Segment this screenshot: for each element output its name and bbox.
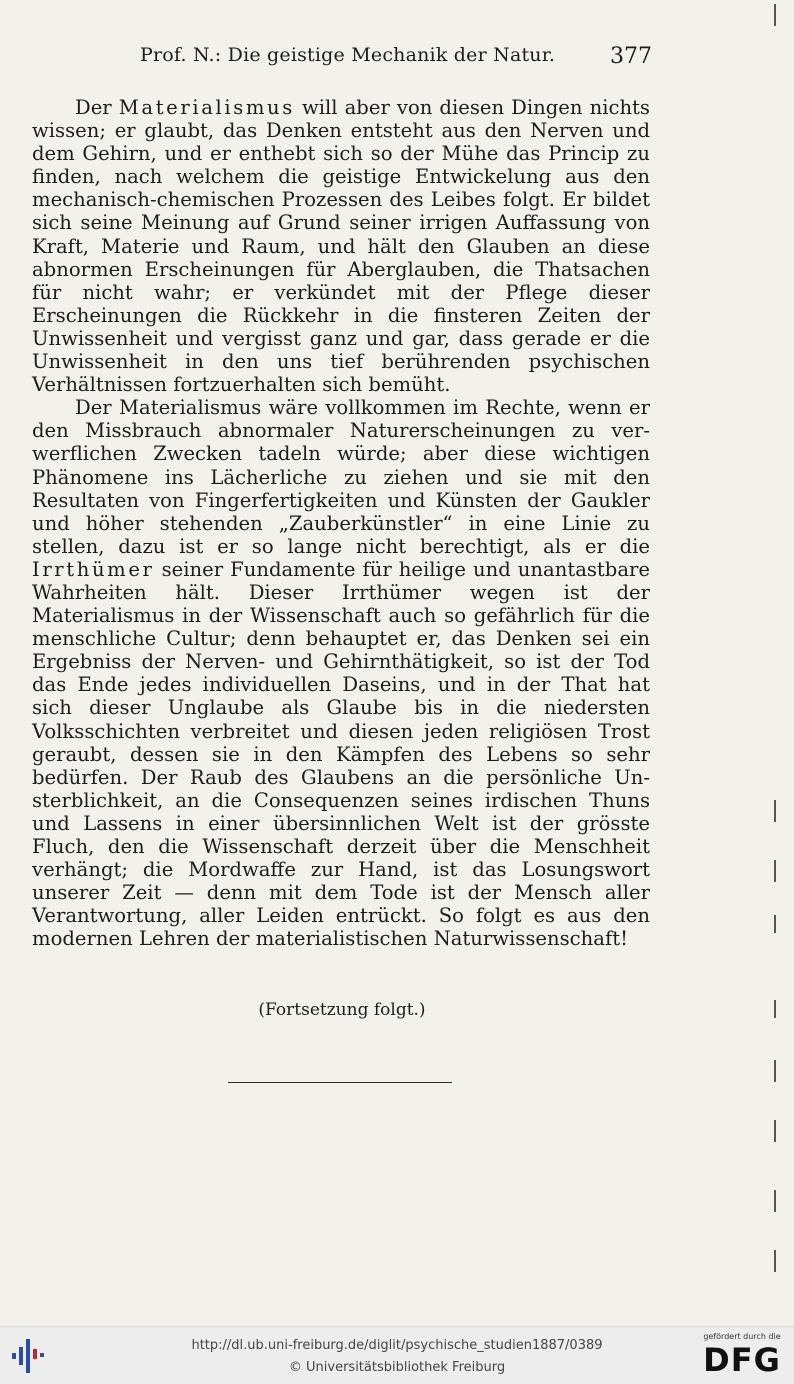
running-head: Prof. N.: Die geistige Mechanik der Natur. [140,44,556,66]
scan-mark [774,860,776,882]
scan-mark [774,1190,776,1212]
scan-mark [774,4,776,26]
scan-mark [774,1000,776,1018]
dfg-caption: gefördert durch die [703,1332,781,1341]
scan-margin-marks [774,0,778,1300]
dfg-funding-logo [696,1332,788,1377]
emphasized-term: Materialismus [118,96,295,119]
text-segment: Der [75,96,119,119]
continuation-note: (Fortsetzung folgt.) [258,1000,426,1020]
text-segment: Der Materialismus wäre vollkommen im Rechte, wenn er den Missbrauch abnormaler Naturerscheinungen zu verwerflichen Zwecken tadeln würde; aber diese wichtigen Phänomene ins Lächerliche zu ziehen und sie mit den Resultaten von Fingerfertigkeiten und Künsten der Gaukler und höher stehenden „Zauberkünstler“ in eine Linie zu stellen, dazu ist er so lange nicht berechtigt, als er die [32,396,650,558]
scan-mark [774,915,776,933]
scan-mark [774,1120,776,1142]
body-text [32,96,650,950]
paragraph-1 [32,96,650,396]
emphasized-term: Irrthümer [32,557,155,581]
text-segment: will aber von diesen Dingen nichts wissen; er glaubt, das Denken entsteht aus den Nerven und dem Gehirn, und er enthebt sich so der Mühe das Princip zu finden, nach welchem die geistige Entwickelung aus den mechanisch-chemischen Prozessen des Leibes folgt. Er bildet sich seine Meinung auf Grund seiner irrigen Auffassung von Kraft, Materie und Raum, und hält den Glauben an diese abnormen Erscheinungen für Aberglauben, die Thatsachen für nicht wahr; er verkündet mit der Pflege dieser Erscheinungen die Rückkehr in die finsteren Zeiten der Unwissenheit und vergisst ganz und gar, dass gerade er die Unwissenheit in den uns tief berührenden psychischen Verhältnissen fortzuerhalten sich bemüht. [32,96,650,397]
section-divider [228,1082,452,1083]
scan-mark [774,1060,776,1082]
permalink-url[interactable] [0,1338,794,1353]
permalink-text[interactable]: http://dl.ub.uni-freiburg.de/diglit/psychische_studien1887/0389 [191,1338,603,1353]
scan-mark [774,800,776,822]
copyright-text: © Universitätsbibliothek Freiburg [288,1360,506,1375]
paragraph-2 [32,396,650,950]
page-number: 377 [610,44,652,69]
dfg-logo-text: DFG [703,1341,781,1379]
text-segment: seiner Fundamente für heilige und unantastbare Wahrheiten hält. Dieser Irrthümer wegen ist der Materialismus in der Wissenschaft auch so gefährlich für die menschliche Cultur; denn behauptet er, das Denken sei ein Ergebniss der Nerven- und Gehirnthätigkeit, so ist der Tod das Ende jedes individuellen Daseins, und in der That hat sich dieser Unglaube als Glaube bis in die niedersten Volksschichten verbreitet und diesen jeden religiösen Trost geraubt, dessen sie in den Kämpfen des Lebens so sehr bedürfen. Der Raub des Glaubens an die persönliche Unsterblichkeit, an die Consequenzen seines irdischen Thuns und Lassens in einer übersinnlichen Welt ist der grösste Fluch, den die Wissenschaft derzeit über die Menschheit verhängt; die Mordwaffe zur Hand, ist das Losungswort unserer Zeit — denn mit dem Tode ist der Mensch aller Verantwortung, aller Leiden entrückt. So folgt es aus den modernen Lehren der materialistischen Naturwissenschaft! [32,557,650,951]
scan-mark [774,1250,776,1272]
footer-bar [0,1326,794,1384]
